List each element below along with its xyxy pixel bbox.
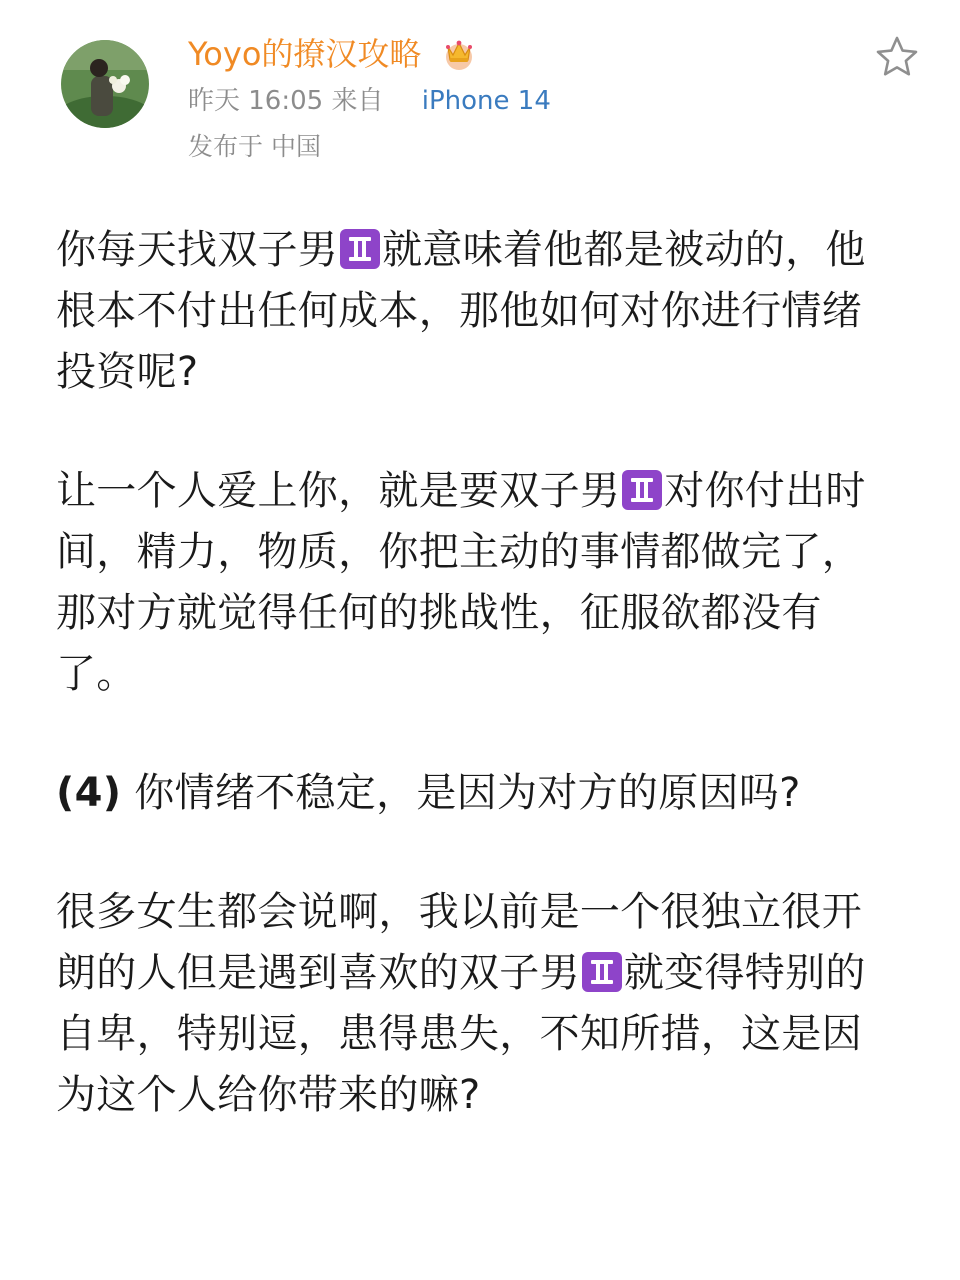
paragraph-4: [56, 882, 896, 1126]
paragraph-4-part-b: 就变得特别的自卑，特别逗，患得患失，不知所措，这是因为这个人给你带来的嘛?: [56, 950, 866, 1118]
author-name[interactable]: [188, 32, 478, 76]
author-name-text[interactable]: Yoyo的撩汉攻略: [188, 35, 422, 73]
post-meta: [188, 83, 551, 119]
paragraph-2-part-a: 让一个人爱上你，就是要双子男: [56, 468, 621, 514]
post-body: [56, 220, 896, 1184]
section-heading-text: 你情绪不稳定，是因为对方的原因吗?: [121, 770, 801, 816]
gemini-emoji-icon: [622, 470, 662, 510]
post-header: [0, 0, 960, 180]
post-via: 来自: [331, 86, 384, 116]
paragraph-4-part-a: 很多女生都会说啊，我以前是一个很独立很开朗的人但是遇到喜欢的双子男: [56, 889, 862, 996]
paragraph-2-part-b: 对你付出时间，精力，物质，你把主动的事情都做完了，那对方就觉得任何的挑战性，征服欲都没有了。: [56, 468, 866, 697]
star-outline-icon[interactable]: [873, 33, 921, 81]
paragraph-1: [56, 220, 896, 403]
gemini-emoji-icon: [582, 952, 622, 992]
paragraph-2: [56, 461, 896, 705]
paragraph-1-part-a: 你每天找双子男: [56, 227, 339, 273]
crown-icon: [440, 33, 478, 71]
section-heading: [56, 763, 896, 824]
post-location: 发布于 中国: [188, 132, 321, 161]
avatar[interactable]: [61, 40, 149, 128]
section-number: (4): [56, 770, 122, 816]
gemini-emoji-icon: [340, 229, 380, 269]
post-time: 昨天 16:05: [188, 86, 324, 116]
post-device[interactable]: iPhone 14: [421, 86, 551, 116]
paragraph-1-part-b: 就意味着他都是被动的，他根本不付出任何成本，那他如何对你进行情绪投资呢?: [56, 227, 866, 395]
